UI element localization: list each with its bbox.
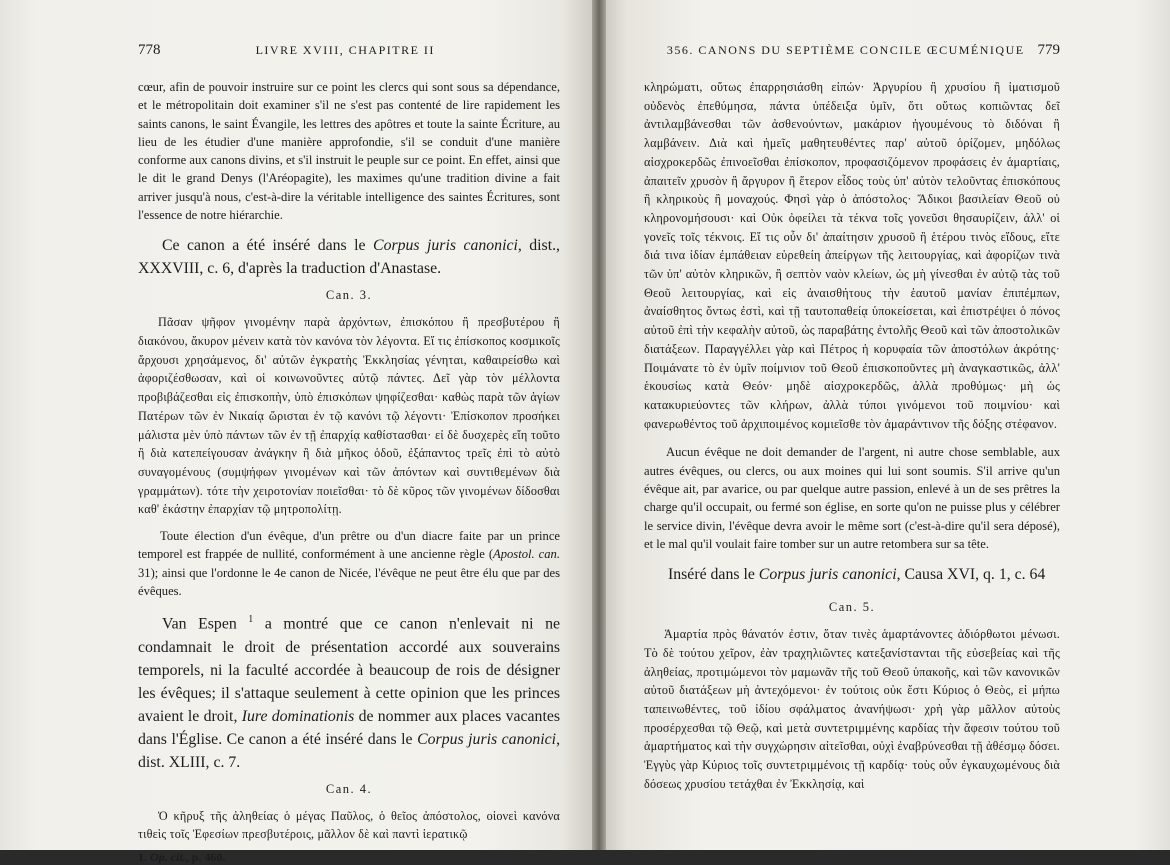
right-running-title: 356. CANONS DU SEPTIÈME CONCILE ŒCUMÉNIQUE xyxy=(666,43,1025,57)
left-para-4-italic-1: Iure dominationis xyxy=(241,707,355,725)
footnote-text: , p. 460. xyxy=(185,849,226,864)
left-para-4 xyxy=(138,608,560,773)
can-5-greek-text: Ἁμαρτία πρὸς θάνατόν ἐστιν, ὅταν τινὲς ἁμαρτάνοντες ἀδιόρθωτοι μένωσι. Τὸ δὲ τούτου χεῖρον, ἐὰν τραχηλιῶντες κατεξανίστανται τῆς εὐσεβείας καὶ τῆς ἀληθείας, προτιμώμενοι τὸν μαμωνᾶν τῆς τοῦ Θεοῦ ὑπακοῆς, καὶ τῶν κανονικῶν αὐτοῦ διατάξεων μὴ ἀντεχόμενοι· ἐν τούτοις οὐκ ἔστι Κύριος ὁ Θεὸς, εἰ μήπω ταπεινωθέντες, τοῦ ἰδίου σφάλματος ἀνανήψωσι· χρὴ γὰρ μᾶλλον αὐτοὺς προσέρχεσθαι τῷ Θεῷ, καὶ μετὰ συντετριμμένης καρδίας τὴν ἄφεσιν τούτου τοῦ ἁμαρτήματος καὶ τὴν συγχώρησιν αἰτεῖσθαι, οὐχὶ ἐναβρύνεσθαι τῇ ἀθέσμῳ δόσει. Ἐγγὺς γὰρ Κύριος τοῖς συντετριμμένοις τῇ καρδίᾳ· τοὺς οὖν ἐγκαυχωμένους διὰ δόσεως χρυσίου τετάχθαι ἐν Ἐκκλησίᾳ, καὶ xyxy=(644,627,1060,791)
right-para-2-text-b: , Causa XVI, q. 1, c. 64 xyxy=(896,566,1046,584)
footnote-italic: Op. cit. xyxy=(150,849,186,864)
right-para-1: Aucun évêque ne doit demander de l'argent, ni autre chose semblable, aux autres évêques, ou clercs, ou aux moines qui lui sont soumis. S'il arrive qu'un évêque ait, par avarice, ou par quelque autre passion, enlevé à un de ses prêtres la charge qu'il occupait, ou fermé son église, en sorte qu'on ne puisse plus y célébrer le service divin, l'évêque devra avoir le même sort (c'est-à-dire qu'il sera déposé), et le mal qu'il voulait faire tomber sur un autre retombera sur sa tête. xyxy=(644,445,1060,551)
left-para-2-text-a: Ce canon a été inséré dans le xyxy=(162,237,374,255)
footnote xyxy=(138,850,560,865)
left-para-3-text-a: Toute élection d'un évêque, d'un prêtre ou d'un diacre faite par un prince temporel est frappée de nullité, conformément à une ancienne règle ( xyxy=(138,529,560,562)
right-page xyxy=(598,0,1170,850)
can-3-title: Can. 3. xyxy=(325,288,373,303)
right-para-2-italic: Corpus juris canonici xyxy=(758,566,897,584)
left-running-head xyxy=(138,42,560,64)
left-para-4-italic-2: Corpus juris canonici xyxy=(417,730,557,748)
left-para-3-text-b: 31); ainsi que l'ordonne le 4e canon de Nicée, l'évêque ne peut être élu que par des évêques. xyxy=(138,565,560,598)
left-para-4-text-d: , dist. XLIII, c. 7. xyxy=(138,730,561,771)
left-para-3 xyxy=(138,527,560,600)
right-para-2-text-a: Inséré dans le xyxy=(668,566,759,584)
left-para-2 xyxy=(138,234,560,280)
book-gutter xyxy=(592,0,606,850)
right-para-2 xyxy=(644,563,1060,586)
left-para-4-text-b: a montré que ce canon n'enlevait ni ne condamnait le droit de présentation accordé aux souverains temporels, ni la faculté accordée à beaucoup de rois de désigner les évêques; il s'attaque seulement à cette opinion que les princes avaient le droit, xyxy=(138,615,560,725)
can-5-title: Can. 5. xyxy=(828,600,876,615)
left-para-2-text-b: , dist., XXXVIII, c. 6, d'après la traduction d'Anastase. xyxy=(138,237,560,278)
footnote-ref: 1 xyxy=(248,614,254,626)
left-para-1: cœur, afin de pouvoir instruire sur ce point les clercs qui sont sous sa dépendance, et le métropolitain doit examiner s'il ne s'est pas contenté de lire rapidement les saints canons, le saint Évangile, les lettres des apôtres et toute la sainte Écriture, au lieu de les étudier d'une manière approfondie, s'il se conduit d'une manière conforme aux canons divins, et s'il instruit le peuple sur ce point. En effet, ainsi que le dit le grand Denys (l'Aréopagite), les maximes qu'une tradition divine a fait arriver jusqu'à nous, c'est-à-dire la véritable intelligence des saintes Écritures, sont l'essence de notre hiérarchie. xyxy=(138,80,560,223)
left-running-title: LIVRE XVIII, CHAPITRE II xyxy=(255,43,435,57)
right-page-number: 779 xyxy=(1037,42,1060,58)
left-para-2-italic: Corpus juris canonici xyxy=(373,237,518,255)
footnote-number: 1. xyxy=(138,849,147,864)
left-para-4-text-a: Van Espen xyxy=(162,615,249,633)
right-running-head xyxy=(644,42,1060,64)
can-3-greek-text: Πᾶσαν ψῆφον γινομένην παρὰ ἀρχόντων, ἐπισκόπου ἢ πρεσβυτέρου ἢ διακόνου, ἄκυρον μένειν κατὰ τὸν κανόνα τὸν λέγοντα. Εἴ τις ἐπίσκοπος κοσμικοῖς ἄρχουσι χρησάμενος, δι' αὐτῶν ἐγκρατὴς Ἐκκλησίας γένηται, καθαιρείσθω καὶ ἀφοριζέσθωσαν, καὶ οἱ κοινωνοῦντες αὐτῷ πάντες. Δεῖ γὰρ τὸν μέλλοντα προβιβάζεσθαι εἰς ἐπισκοπὴν, ὑπὸ ἐπισκόπων ψηφίζεσθαι· καθὼς παρὰ τῶν ἁγίων Πατέρων τῶν ἐν Νικαίᾳ ὥρισται ἐν τῷ κανόνι τῷ λέγοντι· Ἐπίσκοπον προσήκει μάλιστα μὲν ὑπὸ πάντων τῶν ἐν τῇ ἐπαρχίᾳ καθίστασθαι· εἰ δὲ δυσχερὲς εἴη τοῦτο ἢ διὰ κατεπείγουσαν ἀνάγκην ἢ διὰ μῆκος ὁδοῦ, ἐξάπαντος τρεῖς ἐπὶ τὸ αὐτὸ συναγομένους (συμψήφων γινομένων καὶ τῶν ἀπόντων καὶ συντιθεμένων διὰ γραμμάτων). τότε τὴν χειροτονίαν ποιεῖσθαι· τὸ δὲ κῦρος τῶν γινομένων δίδοσθαι καθ' ἑκάστην ἐπαρχίαν τῷ μητροπολίτῃ. xyxy=(138,315,560,517)
left-para-3-italic: Apostol. can. xyxy=(493,547,560,562)
can-4-title: Can. 4. xyxy=(325,781,373,796)
can-4-greek-continued: κληρώματι, οὕτως ἐπαρρησιάσθη εἰπών· Ἀργυρίου ἢ χρυσίου ἢ ἱματισμοῦ οὐδενὸς ἐπεθύμησα, πάντα ὑπέδειξα ὑμῖν, ὅτι οὕτως κοπιῶντας δεῖ ἀντιλαμβάνεσθαι τῶν ἀσθενούντων, μακάριον ἡγουμένους τὸ διδόναι ἢ λαμβάνειν. Διὰ καὶ ἡμεῖς μαθητευθέντες παρ' αὐτοῦ ὁρίζομεν, μηδόλως αἰσχροκερδῶς ἐπινοεῖσθαι ἐπίσκοπον, προφασιζόμενον προφάσεις ἐν ἁμαρτίαις, ἀπαιτεῖν χρυσὸν ἢ ἄργυρον ἢ ἕτερον εἶδος τοὺς ὑπ' αὐτὸν τελοῦντας ἐπισκόπους ἢ κληρικοὺς ἢ μοναχούς. Φησὶ γὰρ ὁ ἀπόστολος· Ἄδικοι βασιλείαν Θεοῦ οὐ κληρονομήσουσι· καὶ Οὐκ ὀφείλει τὰ τέκνα τοῖς γονεῦσι θησαυρίζειν, ἀλλ' οἱ γονεῖς τοῖς τέκνοις. Εἴ τις οὖν δι' ἀπαίτησιν χρυσοῦ ἢ ἑτέρου τινὸς εἴδους, εἴτε διά τινα ἰδίαν ἐμπάθειαν εὑρεθείη ἀπείργων τῆς λειτουργίας, καὶ ἀφορίζων τινὰ τῶν ὑπ' αὐτὸν κληρικῶν, ἢ σεπτὸν ναὸν κλείων, ὡς μὴ γίνεσθαι ἐν αὐτῷ τὰς τοῦ Θεοῦ λειτουργίας, καὶ εἰς ἀναισθήτους τὴν ἑαυτοῦ μανίαν ἐπιπέμπων, ἀναίσθητος ὄντως ἐστὶ, καὶ τῇ ταυτοπαθείᾳ ὑποκείσεται, καὶ ἐπιστρέψει ὁ πόνος αὐτοῦ ἐπὶ τὴν κεφαλὴν αὐτοῦ, ὡς παραβάτης ἐντολῆς Θεοῦ καὶ τῶν ἀποστολικῶν διατάξεων. Παραγγέλλει γὰρ καὶ Πέτρος ἡ κορυφαία τῶν ἀποστόλων ἀκρότης· Ποιμάνατε τὸ ἐν ὑμῖν ποίμνιον τοῦ Θεοῦ ἐπισκοποῦντες μὴ ἀναγκαστικῶς, ἀλλ' ἑκουσίως κατὰ Θεόν· μηδὲ αἰσχροκερδῶς, ἀλλὰ προθύμως· μὴ ὡς κατακυριεύοντες τῶν κλήρων, ἀλλὰ τύποι γινόμενοι τοῦ ποιμνίου· καὶ φανερωθέντος τοῦ ἀρχιποιμένος κομιεῖσθε τὸν ἀμαράντινον τῆς δόξης στέφανον. xyxy=(644,80,1060,431)
left-page-number: 778 xyxy=(138,42,161,58)
left-para-4-text-c: de nommer aux places vacantes dans l'Église. Ce canon a été inséré dans le xyxy=(138,707,560,748)
can-4-greek-text: Ὁ κῆρυξ τῆς ἀληθείας ὁ μέγας Παῦλος, ὁ θεῖος ἀπόστολος, οἱονεὶ κανόνα τιθεὶς τοῖς Ἐφεσίων πρεσβυτέροις, μᾶλλον δὲ καὶ παντὶ ἱερατικῷ xyxy=(138,808,560,842)
